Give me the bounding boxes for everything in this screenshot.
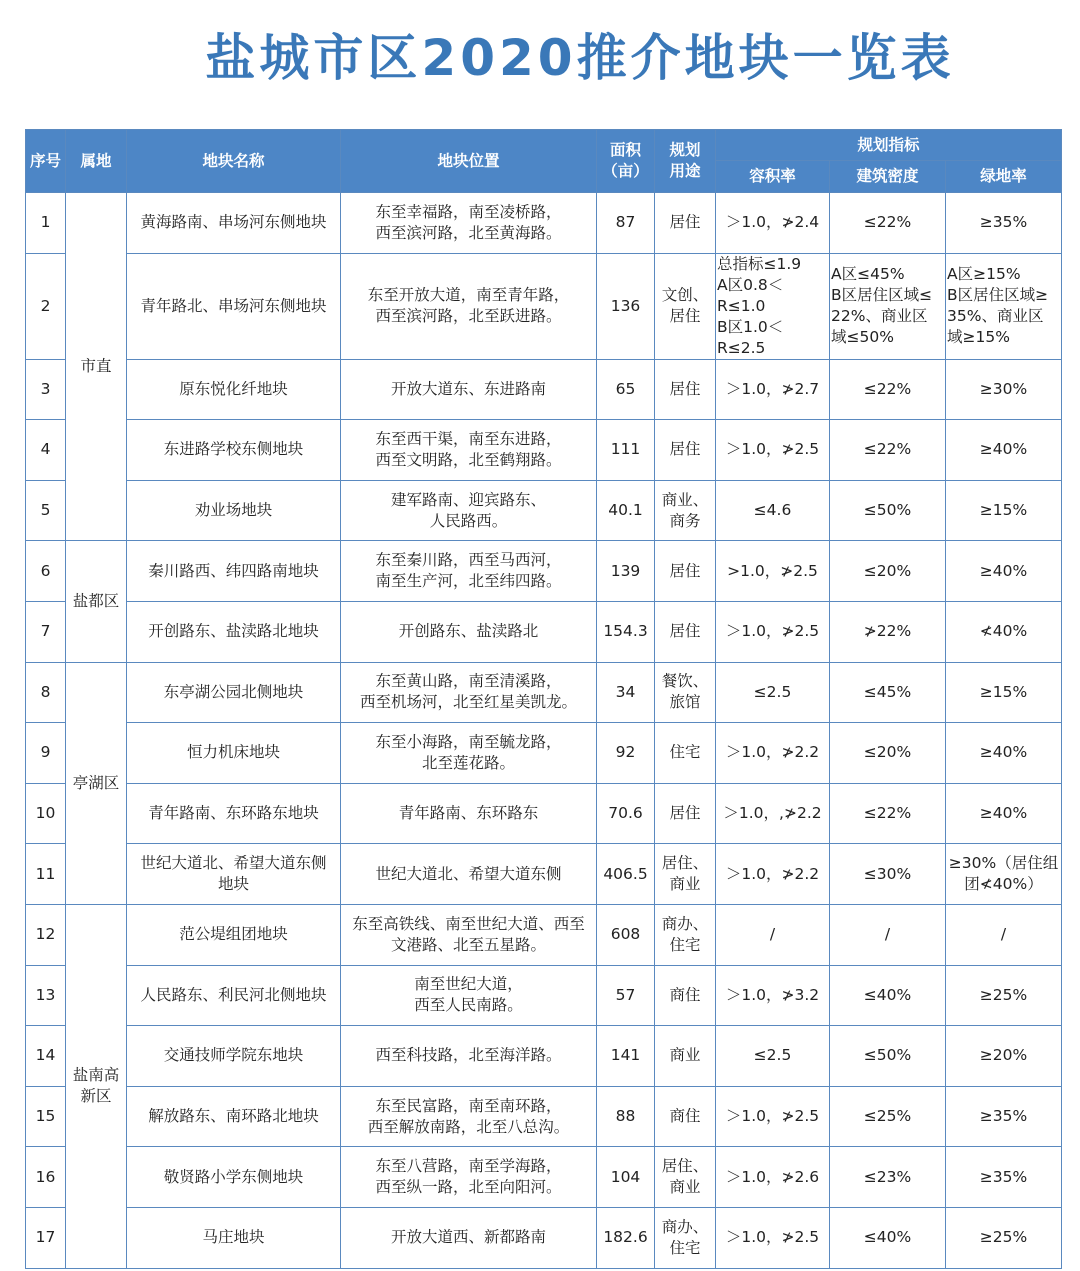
cell-location: 开放大道东、东进路南: [341, 359, 597, 420]
cell-green: ≥40%: [946, 541, 1062, 602]
table-row: [26, 965, 1062, 1026]
cell-seq: 12: [26, 904, 66, 965]
cell-location: 东至开放大道，南至青年路， 西至滨河路，北至跃进路。: [341, 253, 597, 359]
cell-far: >1.0，≯2.5: [716, 541, 830, 602]
header-indicators: 规划指标: [716, 130, 1062, 161]
cell-name: 劝业场地块: [127, 480, 341, 541]
cell-district: 亭湖区: [66, 662, 127, 904]
cell-area: 92: [597, 723, 655, 784]
table-row: [26, 1086, 1062, 1147]
cell-density: ≤22%: [830, 783, 946, 844]
cell-name: 恒力机床地块: [127, 723, 341, 784]
cell-name: 青年路南、东环路东地块: [127, 783, 341, 844]
cell-far: ＞1.0，≯2.5: [716, 601, 830, 662]
cell-name: 敬贤路小学东侧地块: [127, 1147, 341, 1208]
cell-name: 原东悦化纤地块: [127, 359, 341, 420]
cell-green: ≥30%（居住组 团≮40%）: [946, 844, 1062, 905]
cell-area: 87: [597, 193, 655, 254]
cell-name: 世纪大道北、希望大道东侧 地块: [127, 844, 341, 905]
cell-location: 东至八营路，南至学海路， 西至纵一路，北至向阳河。: [341, 1147, 597, 1208]
table-row: [26, 253, 1062, 359]
cell-seq: 14: [26, 1026, 66, 1087]
table-row: [26, 541, 1062, 602]
cell-name: 青年路北、串场河东侧地块: [127, 253, 341, 359]
cell-name: 东亭湖公园北侧地块: [127, 662, 341, 723]
cell-area: 406.5: [597, 844, 655, 905]
table-row: [26, 1207, 1062, 1268]
cell-location: 世纪大道北、希望大道东侧: [341, 844, 597, 905]
cell-far: /: [716, 904, 830, 965]
cell-green: ≥40%: [946, 723, 1062, 784]
cell-location: 南至世纪大道， 西至人民南路。: [341, 965, 597, 1026]
cell-seq: 5: [26, 480, 66, 541]
cell-use: 居住: [655, 541, 716, 602]
cell-green: ≥35%: [946, 1086, 1062, 1147]
cell-density: /: [830, 904, 946, 965]
cell-location: 开放大道西、新都路南: [341, 1207, 597, 1268]
cell-use: 商住: [655, 1086, 716, 1147]
header-green: 绿地率: [946, 161, 1062, 193]
cell-location: 开创路东、盐渎路北: [341, 601, 597, 662]
header-use: 规划 用途: [655, 130, 716, 193]
cell-green: ≥35%: [946, 1147, 1062, 1208]
cell-district: 盐都区: [66, 541, 127, 662]
header-far: 容积率: [716, 161, 830, 193]
cell-green: ≥15%: [946, 662, 1062, 723]
cell-density: ≤45%: [830, 662, 946, 723]
cell-use: 居住、 商业: [655, 1147, 716, 1208]
cell-location: 东至民富路，南至南环路， 西至解放南路，北至八总沟。: [341, 1086, 597, 1147]
cell-area: 104: [597, 1147, 655, 1208]
cell-area: 57: [597, 965, 655, 1026]
cell-use: 商办、 住宅: [655, 1207, 716, 1268]
cell-far: ＞1.0，≯2.2: [716, 844, 830, 905]
table-row: [26, 480, 1062, 541]
table-row: [26, 1147, 1062, 1208]
cell-far: 总指标≤1.9 A区0.8＜R≤1.0 B区1.0＜R≤2.5: [716, 253, 830, 359]
cell-far: ＞1.0，≯2.5: [716, 1086, 830, 1147]
cell-density: ≤20%: [830, 541, 946, 602]
cell-name: 开创路东、盐渎路北地块: [127, 601, 341, 662]
cell-use: 商业: [655, 1026, 716, 1087]
cell-use: 商办、 住宅: [655, 904, 716, 965]
cell-area: 111: [597, 420, 655, 481]
table-row: [26, 359, 1062, 420]
header-location: 地块位置: [341, 130, 597, 193]
cell-area: 608: [597, 904, 655, 965]
cell-location: 东至黄山路，南至清溪路， 西至机场河，北至红星美凯龙。: [341, 662, 597, 723]
cell-seq: 6: [26, 541, 66, 602]
cell-use: 居住、 商业: [655, 844, 716, 905]
header-area: 面积 （亩）: [597, 130, 655, 193]
cell-location: 东至西干渠，南至东进路， 西至文明路，北至鹤翔路。: [341, 420, 597, 481]
cell-seq: 3: [26, 359, 66, 420]
table-row: [26, 420, 1062, 481]
cell-name: 范公堤组团地块: [127, 904, 341, 965]
cell-green: ≥40%: [946, 420, 1062, 481]
cell-seq: 17: [26, 1207, 66, 1268]
cell-density: ≯22%: [830, 601, 946, 662]
cell-density: ≤23%: [830, 1147, 946, 1208]
cell-use: 餐饮、 旅馆: [655, 662, 716, 723]
cell-density: A区≤45% B区居住区域≤ 22%、商业区 域≤50%: [830, 253, 946, 359]
cell-far: ＞1.0，≯2.5: [716, 1207, 830, 1268]
table-row: [26, 662, 1062, 723]
header-district: 属地: [66, 130, 127, 193]
table-row: [26, 904, 1062, 965]
cell-density: ≤22%: [830, 359, 946, 420]
cell-name: 秦川路西、纬四路南地块: [127, 541, 341, 602]
cell-seq: 15: [26, 1086, 66, 1147]
cell-green: ≥40%: [946, 783, 1062, 844]
header-seq: 序号: [26, 130, 66, 193]
cell-far: ≤4.6: [716, 480, 830, 541]
table-row: [26, 1026, 1062, 1087]
table-row: [26, 783, 1062, 844]
table-body: [26, 193, 1062, 1269]
cell-use: 居住: [655, 359, 716, 420]
cell-green: A区≥15% B区居住区域≥ 35%、商业区 域≥15%: [946, 253, 1062, 359]
cell-green: ≥15%: [946, 480, 1062, 541]
cell-far: ≤2.5: [716, 1026, 830, 1087]
header-density: 建筑密度: [830, 161, 946, 193]
cell-location: 东至秦川路，西至马西河， 南至生产河，北至纬四路。: [341, 541, 597, 602]
cell-density: ≤40%: [830, 1207, 946, 1268]
cell-green: ≥25%: [946, 1207, 1062, 1268]
cell-name: 马庄地块: [127, 1207, 341, 1268]
cell-seq: 11: [26, 844, 66, 905]
cell-density: ≤22%: [830, 193, 946, 254]
cell-area: 40.1: [597, 480, 655, 541]
cell-far: ＞1.0，≯3.2: [716, 965, 830, 1026]
cell-green: ≥25%: [946, 965, 1062, 1026]
page-title: 盐城市区2020推介地块一览表: [205, 29, 955, 87]
table-row: [26, 193, 1062, 254]
cell-seq: 16: [26, 1147, 66, 1208]
cell-green: ≥20%: [946, 1026, 1062, 1087]
cell-far: ＞1.0，≯2.2: [716, 723, 830, 784]
cell-area: 154.3: [597, 601, 655, 662]
cell-green: ≥30%: [946, 359, 1062, 420]
cell-density: ≤40%: [830, 965, 946, 1026]
cell-location: 青年路南、东环路东: [341, 783, 597, 844]
cell-density: ≤20%: [830, 723, 946, 784]
cell-green: /: [946, 904, 1062, 965]
cell-area: 139: [597, 541, 655, 602]
header-name: 地块名称: [127, 130, 341, 193]
cell-area: 182.6: [597, 1207, 655, 1268]
cell-district: 盐南高 新区: [66, 904, 127, 1268]
cell-location: 西至科技路，北至海洋路。: [341, 1026, 597, 1087]
cell-use: 居住: [655, 783, 716, 844]
cell-far: ＞1.0，≯2.4: [716, 193, 830, 254]
cell-far: ≤2.5: [716, 662, 830, 723]
cell-seq: 7: [26, 601, 66, 662]
cell-area: 136: [597, 253, 655, 359]
cell-density: ≤50%: [830, 1026, 946, 1087]
cell-location: 东至高铁线、南至世纪大道、西至 文港路、北至五星路。: [341, 904, 597, 965]
cell-seq: 10: [26, 783, 66, 844]
cell-far: ＞1.0，≯2.7: [716, 359, 830, 420]
table-row: [26, 844, 1062, 905]
cell-name: 黄海路南、串场河东侧地块: [127, 193, 341, 254]
cell-seq: 9: [26, 723, 66, 784]
cell-area: 65: [597, 359, 655, 420]
cell-use: 居住: [655, 193, 716, 254]
cell-density: ≤25%: [830, 1086, 946, 1147]
cell-green: ≥35%: [946, 193, 1062, 254]
cell-use: 居住: [655, 420, 716, 481]
cell-density: ≤50%: [830, 480, 946, 541]
cell-use: 商业、 商务: [655, 480, 716, 541]
cell-seq: 2: [26, 253, 66, 359]
cell-green: ≮40%: [946, 601, 1062, 662]
cell-name: 东进路学校东侧地块: [127, 420, 341, 481]
cell-seq: 4: [26, 420, 66, 481]
cell-area: 70.6: [597, 783, 655, 844]
cell-location: 东至小海路，南至毓龙路， 北至莲花路。: [341, 723, 597, 784]
cell-location: 建军路南、迎宾路东、 人民路西。: [341, 480, 597, 541]
cell-use: 文创、 居住: [655, 253, 716, 359]
table-row: [26, 601, 1062, 662]
cell-name: 解放路东、南环路北地块: [127, 1086, 341, 1147]
cell-area: 88: [597, 1086, 655, 1147]
cell-area: 34: [597, 662, 655, 723]
cell-location: 东至幸福路，南至凌桥路， 西至滨河路，北至黄海路。: [341, 193, 597, 254]
land-parcel-table: [25, 129, 1062, 1269]
cell-name: 人民路东、利民河北侧地块: [127, 965, 341, 1026]
cell-seq: 13: [26, 965, 66, 1026]
cell-seq: 1: [26, 193, 66, 254]
cell-far: ＞1.0，≯2.5: [716, 420, 830, 481]
cell-far: ＞1.0，≯2.6: [716, 1147, 830, 1208]
cell-density: ≤30%: [830, 844, 946, 905]
cell-use: 居住: [655, 601, 716, 662]
cell-use: 商住: [655, 965, 716, 1026]
cell-name: 交通技师学院东地块: [127, 1026, 341, 1087]
cell-seq: 8: [26, 662, 66, 723]
table-row: [26, 723, 1062, 784]
cell-area: 141: [597, 1026, 655, 1087]
cell-use: 住宅: [655, 723, 716, 784]
cell-density: ≤22%: [830, 420, 946, 481]
cell-district: 市直: [66, 193, 127, 541]
cell-far: ＞1.0，,≯2.2: [716, 783, 830, 844]
